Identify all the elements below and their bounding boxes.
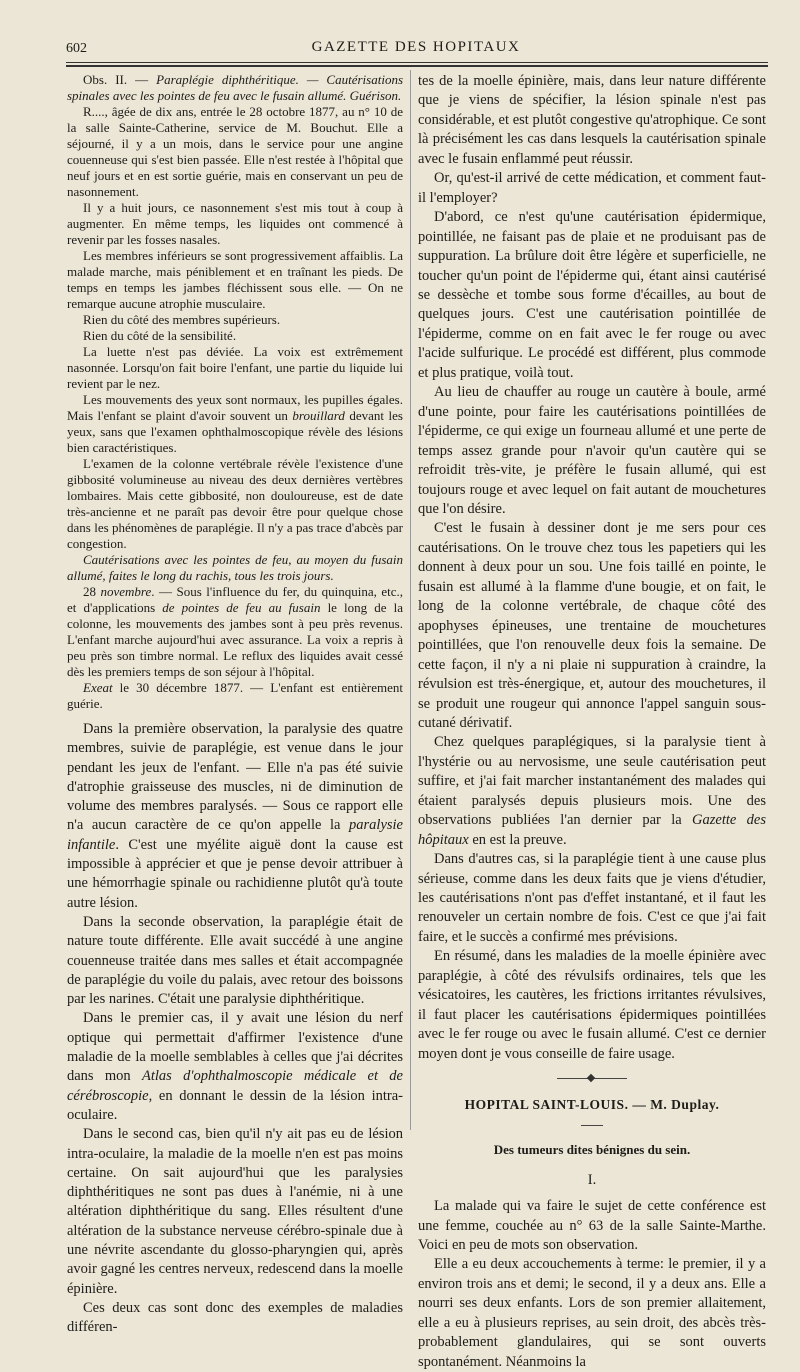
text-run-italic: Atlas d'ophthalmoscopie médicale et de cérébroscopie (67, 1068, 403, 1104)
observation-paragraph: Les membres inférieurs se sont progressivement affaiblis. La malade marche, mais péniblement et en traînant les pieds. De temps en temps les jambes fléchissent sous elle. — On ne remarque aucune atrophie musculaire. (67, 248, 403, 311)
conference-text (418, 1197, 766, 1372)
body-paragraph (418, 733, 766, 850)
body-paragraph: La malade qui va faire le sujet de cette conférence est une femme, couchée au n° 63 de la salle Sainte-Marthe. Voici en peu de mots son observation. (418, 1198, 766, 1254)
journal-title: GAZETTE DES HOPITAUX (311, 39, 521, 55)
observation-paragraph (67, 392, 403, 456)
text-run: le 30 décembre 1877. — L'enfant est entièrement guérie. (67, 680, 403, 711)
body-paragraph: Au lieu de chauffer au rouge un cautère à boule, armé d'une pointe, pour faire les cautérisations pointillées de l'épiderme, ce qui exige un fourneau allumé et une perte de temps assez grande pour n'avoir qu'un cautère qui se refroidit très-vite, je préfère le fusain allumé, qui est toujours rouge et avec lequel on fait autant de mouchetures que l'on désire. (418, 384, 766, 517)
text-run: Chez quelques paraplégiques, si la paralysie tient à l'hystérie ou au nervosisme, une seule cautérisation peut suffire, et j'ai fait marcher instantanément des malades qui étaient paralysés depuis plusieurs mois. Une des observations publiées l'an dernier par la (418, 734, 766, 829)
observation-block (67, 72, 403, 712)
observation-paragraph: Rien du côté de la sensibilité. (83, 328, 237, 343)
treatment-note: Cautérisations avec les pointes de feu, au moyen du fusain allumé, faites le long du rachis, tous les trois jours. (67, 552, 403, 583)
page-header (66, 38, 766, 64)
observation-paragraph: Il y a huit jours, ce nasonnement s'est mis tout à coup à augmenter. En même temps, les liquides ont commencé à revenir par les fosses nasales. (67, 200, 403, 247)
text-run: Dans le premier cas, il y avait une lésion du nerf optique qui permettait d'affirmer l'existence d'une maladie de la moelle semblables à celles que j'ai décrites dans mon (67, 1010, 403, 1085)
left-column (67, 72, 403, 1338)
text-run: le long de la colonne, les mouvements des jambes sont à peu près revenus. L'enfant marche aujourd'hui avec assurance. La voix a repris à peu près son timbre normal. Le reflux des liquides avait cessé dès les premiers temps de son séjour à l'hôpital. (67, 600, 403, 679)
body-paragraph: Dans d'autres cas, si la paraplégie tient à une cause plus sérieuse, comme dans les deux faits que je viens d'étudier, les cautérisations n'ont pas d'effet instantané, et il faut les renouveler un certain nombre de fois. C'est ce que j'ai fait faire, et le succès a confirmé mes prévisions. (418, 851, 766, 945)
header-rule-thin (66, 62, 768, 63)
lecture-text-left (67, 720, 403, 1338)
text-run: Les mouvements des yeux sont normaux, les pupilles égales. Mais l'enfant se plaint d'avoir souvent un (67, 392, 403, 423)
body-paragraph (67, 1009, 403, 1125)
body-paragraph (67, 720, 403, 913)
text-run: Dans la première observation, la paralysie des quatre membres, suivie de paraplégie, est venue dans le jour pendant les jeux de l'enfant. — Elle n'a pas été suivie d'atrophie graisseuse des muscles, ni de diminution de volume des membres paralysés. — Sous ce rapport elle n'a aucun caractère de ce qu'on appelle la (67, 721, 403, 834)
section-separator (557, 1078, 627, 1079)
body-paragraph: C'est le fusain à dessiner dont je me sers pour ces cautérisations. On le trouve chez tous les papetiers qui les donnent à deux pour un sou. Une fois taillé en pointe, le fusain est allumé à la flamme d'une bougie, et on fait, le long de la colonne vertébrale, de chaque côté des apophyses épineuses, une trentaine de mouchetures pointillées, que l'on renouvelle deux fois la semaine. De cette façon, il n'y a ni plaie ni suppuration à craindre, la révulsion est très-énergique, et, autour des mouchetures, il se produit une rougeur qui annonce l'appel sanguin sous-cutané dérivatif. (418, 520, 766, 731)
column-divider (410, 70, 411, 1130)
body-paragraph: En résumé, dans les maladies de la moelle épinière avec paraplégie, à côté des révulsifs ordinaires, tels que les vésicatoires, les cautères, les frictions irritantes révulsives, il faut placer les cautérisations épidermiques pointillées avec le fer rouge ou avec le fusain allumé. C'est ce dernier moyen dont je vous conseille de faire usage. (418, 948, 766, 1062)
text-run: en est la preuve. (468, 831, 567, 848)
observation-title (67, 72, 403, 104)
text-run: devant les yeux, sans que l'examen ophthalmoscopique révèle des lésions bien caractéristiques. (67, 408, 403, 455)
text-run: . — Sous l'influence du fer, du quinquina, etc., et d'applications (67, 584, 403, 615)
text-run: 28 (83, 584, 101, 599)
observation-paragraph (67, 584, 403, 680)
observation-paragraph (67, 552, 403, 584)
section-subtitle: Des tumeurs dites bénignes du sein. (493, 1142, 691, 1158)
body-paragraph: Dans le second cas, bien qu'il n'y ait pas eu de lésion intra-oculaire, la maladie de la moelle n'en est pas moins certaine. On sait aujourd'hui que les paralysies diphthéritiques ne sont pas dues à l'anémie, ni à une altération diphthéritique du sang. Elles résultent d'une altération de la substance nerveuse cérébro-spinale due à une névrite ascendante du glosso-pharyngien qui, après avoir gagné les centres nerveux, redescend dans la moelle épinière. (67, 1126, 403, 1297)
body-paragraph: tes de la moelle épinière, mais, dans leur nature différente que je viens de spécifier, la lésion spinale n'est pas considérable, et est plutôt congestive qu'atrophique. Ce sont là précisément les cas dans lesquels la cautérisation spinale avec le fusain enflammé peut réussir. (418, 73, 766, 167)
text-run-italic: Gazette des hôpitaux (418, 812, 766, 848)
observation-number: Obs. II. — (83, 72, 157, 87)
body-paragraph: Elle a eu deux accouchements à terme: le premier, il y a environ trois ans et demi; le second, il y a deux ans. Elle a nourri ses deux enfants. Lors de son premier allaitement, elle a eu à plusieurs reprises, au sein droit, des abcès très-probablement glandulaires, qui se sont ouverts spontanément. Néanmoins la (418, 1256, 766, 1370)
text-run-italic: Exeat (83, 680, 113, 695)
body-paragraph: Or, qu'est-il arrivé de cette médication, et comment faut-il l'employer? (418, 170, 766, 206)
short-rule (581, 1125, 603, 1126)
observation-paragraph: La luette n'est pas déviée. La voix est extrêmement nasonnée. Lorsqu'on fait boire l'enfant, une partie du liquide lui revient par le nez. (67, 344, 403, 391)
hospital-heading: HOPITAL SAINT-LOUIS. — M. Duplay. (464, 1097, 720, 1113)
body-paragraph: Dans la seconde observation, la paraplégie était de nature toute différente. Elle avait succédé à une angine couenneuse traitée dans mes salles et était accompagnée de paraplégie du voile du palais, avec retour des boissons par les narines. C'était une paralysie diphthéritique. (67, 913, 403, 1008)
observation-heading: Paraplégie diphthéritique. — Cautérisations spinales avec les pointes de feu avec le fusain allumé. Guérison. (67, 72, 403, 103)
header-rule-thick (66, 65, 768, 67)
body-paragraph: D'abord, ce n'est qu'une cautérisation épidermique, pointillée, ne faisant pas de plaie et ne produisant pas de suppuration. La brûlure doit être légère et superficielle, ne toucher qu'un point de l'épiderme qui, étant ainsi cautérisé se dessèche et tombe sous forme d'écailles, au bout de quelques jours. C'est une cautérisation pointillée de l'épiderme, comme on en fait avec le fer rouge ou avec l'acide sulfurique. Le procédé est différent, plus commode et plus pratique, voilà tout. (418, 209, 766, 381)
body-paragraph: Ces deux cas sont donc des exemples de maladies différen- (67, 1299, 403, 1336)
spacer (67, 712, 403, 720)
text-run: . C'est une myélite aiguë dont la cause est impossible à apprécier et que je pense devoir attribuer à une hémorrhagie spinale ou rachidienne plutôt qu'à toute autre lésion. (67, 836, 403, 911)
text-run-italic: paralysie infantile (67, 817, 403, 853)
text-run: , en donnant le dessin de la lésion intra-oculaire. (67, 1087, 403, 1123)
page-number: 602 (66, 41, 87, 56)
text-run-italic: de pointes de feu au fusain (162, 600, 321, 615)
observation-paragraph: R...., âgée de dix ans, entrée le 28 octobre 1877, au n° 10 de la salle Sainte-Catherine, service de M. Bouchut. Elle a séjourné, il y a un mois, dans le service pour une angine couenneuse qui s'est bien passée. Elle n'est restée à l'hôpital que neuf jours et en est sortie guérie, mais en conservant un peu de nasonnement. (67, 104, 403, 199)
lecture-text-right (418, 72, 766, 1064)
observation-paragraph: Rien du côté des membres supérieurs. (83, 312, 281, 327)
observation-paragraph (67, 680, 403, 712)
diamond-ornament-icon (587, 1074, 595, 1082)
section-number: I. (587, 1172, 597, 1189)
text-run-italic: brouillard (292, 408, 345, 423)
observation-paragraph: L'examen de la colonne vertébrale révèle l'existence d'une gibbosité volumineuse au niveau des deux dernières vertèbres lombaires. Mais cette gibbosité, non douloureuse, est de date très-ancienne et ne paraît pas devoir être pour quelque chose dans les phénomènes de paraplégie. Il n'y a pas trace d'abcès par congestion. (67, 456, 403, 551)
right-column (418, 72, 766, 1372)
text-run-italic: novembre (100, 584, 152, 599)
